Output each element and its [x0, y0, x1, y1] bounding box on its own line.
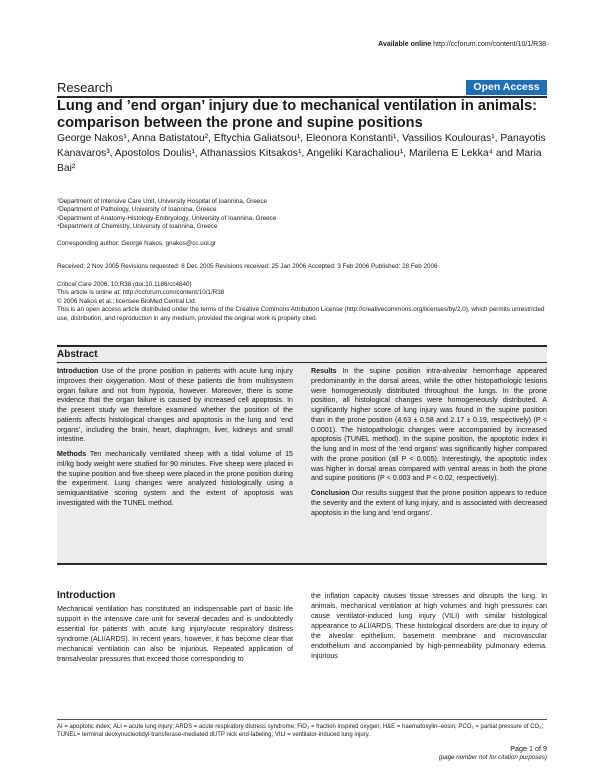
abstract-results-text: In the supine position intra-alveolar hemorrhage appeared predominantly in the dorsal areas, while the other histopathologic lesions were homogeneously distributed throughout the lungs. In the prone position, all histological changes were homogeneously distributed. A significantly higher score of lung injury was found in the supine position than in the prone position (4.63 ± 0.58 and 2.17 ± 0.19, respectively) (P < 0.0001). The histopathologic changes were accompanied by increased apoptosis (TUNEL method). In the supine position, the apoptotic index in the lung and in most of the ‘end organs’ was significantly higher compared with the prone position (all P < 0.005). Interestingly, the apoptotic index was higher in dorsal areas compared with ventral areas in both the prone and supine positions (P < 0.003 and P < 0.02, respectively). [311, 367, 547, 483]
introduction-right-text: the inflation capacity causes tissue stresses and disrupts the lung. In animals, mechanical ventilation at high volumes and high pressures can cause ventilator-induced lung injury (VILI) with similar histological appearance to ALI/ARDS. These histological disorders are due to injury of the alveolar epithelium, basement membrane and microvascular endothelium and accompanied by high-permeability pulmonary edema. Injurious [311, 592, 547, 660]
abstract-methods-label: Methods [57, 450, 87, 458]
publication-dates: Received: 2 Nov 2005 Revisions requested: 8 Dec 2005 Revisions received: 25 Jan 2006 Accepted: 3 Feb 2006 Published: 28 Feb 2006 [57, 263, 438, 270]
abstract-introduction-text: Use of the prone position in patients with acute lung injury improves their oxygenation. Most of these patients die from multisystem organ failure and not from hypoxia, however. Moreover, there is some evidence that the organ failure is caused by increased cell apoptosis. In the present study we therefore examined whether the position of the patients affects histological changes and apoptosis in the lung and ‘end organs’, including the brain, heart, diaphragm, liver, kidneys and small intestine. [57, 367, 293, 444]
author-list: George Nakos¹, Anna Batistatou², Eftychia Galiatsou¹, Eleonora Konstanti¹, Vassilios Koulouras¹, Panayotis Kanavaros³, Apostolos Doulis¹, Athanassios Kitsakos¹, Angeliki Karachaliou¹, Marilena E Lekka⁴ and Maria Bai² [57, 133, 546, 175]
abstract-methods-text: Ten mechanically ventilated sheep with a tidal volume of 15 ml/kg body weight were studied for 90 minutes. Five sheep were placed in the supine position and five sheep were placed in the prone position during the experiment. Lung changes were analyzed histologically using a semiquantitative scoring system and the extent of apoptosis was investigated with the TUNEL method. [57, 450, 293, 507]
abstract-heading-rule [57, 362, 547, 363]
abstract-results-label: Results [311, 367, 337, 375]
affiliation-2: ²Department of Pathology, University of Ioannina, Greece [57, 206, 217, 214]
available-label: Available online [378, 41, 432, 48]
corresponding-author: Corresponding author: George Nakos, gnakos@cc.uoi.gr [57, 240, 217, 247]
abstract-methods [57, 450, 293, 509]
availability-line [378, 41, 546, 48]
abstract-right-column [311, 367, 547, 523]
footnote-rule [57, 719, 547, 720]
abstract-top-rule [57, 345, 547, 347]
open-access-badge: Open Access [466, 80, 547, 95]
copyright-line: © 2006 Nakos et al.; licensee BioMed Central Ltd. [57, 297, 197, 305]
introduction-left-text: Mechanical ventilation has constituted an indispensable part of basic life support in the intensive care unit for several decades and is undoubtedly essential for patients with acute lung injury/acute respiratory distress syndrome (ALI/ARDS). In recent years, however, it has become clear that mechanical ventilation can also be injurious. Repeated application of transalveolar pressures that exceed those corresponding to [57, 605, 293, 663]
abstract-heading: Abstract [57, 349, 98, 360]
license-text: This is an open access article distributed under the terms of the Creative Commons Attribution License (http://creativecommons.org/licenses/by/2.0), which permits unrestricted use, distribution, and reproduction in any medium, provided the original work is properly cited. [57, 306, 545, 322]
affiliation-3: ³Department of Anatomy-Histology-Embryology, University of Ioannina, Greece [57, 214, 277, 222]
affiliations [57, 198, 547, 232]
citation-ref: 2006, 10:R38 (doi:10.1186/cc4840) [93, 281, 192, 288]
abstract-conclusion-label: Conclusion [311, 489, 350, 497]
article-title: Lung and ’end organ’ injury due to mechanical ventilation in animals: comparison between the prone and supine positions [57, 98, 538, 131]
online-line[interactable]: This article is online at: http://ccforum.com/content/10/1/R38 [57, 289, 225, 297]
journal-name: Critical Care [57, 281, 92, 288]
citation-block [57, 281, 547, 323]
abbreviations-footnote: AI = apoptotic index; ALI = acute lung injury; ARDS = acute respiratory distress syndrome; FiO₂ = fraction inspired oxygen; H&E = haematoxylin–eosin; PCO₂ = partial pressure of CO₂; TUNEL= terminal deoxynucleotidyl-transferase-mediated dUTP nick end-labeling; VILI = ventilator-induced lung injury. [57, 724, 544, 739]
page-note: (page number not for citation purposes) [438, 754, 547, 761]
abstract-left-column [57, 367, 293, 514]
introduction-heading: Introduction [57, 590, 116, 601]
abstract-bottom-rule [57, 563, 547, 565]
affiliation-1: ¹Department of Intensive Care Unit, University Hospital of Ioannina, Greece [57, 198, 267, 205]
abstract-conclusion [311, 489, 547, 518]
section-label: Research [57, 80, 113, 95]
abstract-results [311, 367, 547, 484]
page-number: Page 1 of 9 [510, 744, 547, 753]
affiliation-4: ⁴Department of Chemistry, University of Ioannina, Greece [57, 223, 218, 231]
abstract-conclusion-text: Our results suggest that the prone position appears to reduce the severity and the extent of lung injury, and is associated with decreased apoptosis in the lung and ‘end organs’. [311, 489, 547, 517]
abstract-introduction [57, 367, 293, 445]
citation-line [57, 281, 547, 289]
abstract-introduction-label: Introduction [57, 367, 99, 375]
available-url[interactable]: http://ccforum.com/content/10/1/R38 [433, 41, 546, 48]
